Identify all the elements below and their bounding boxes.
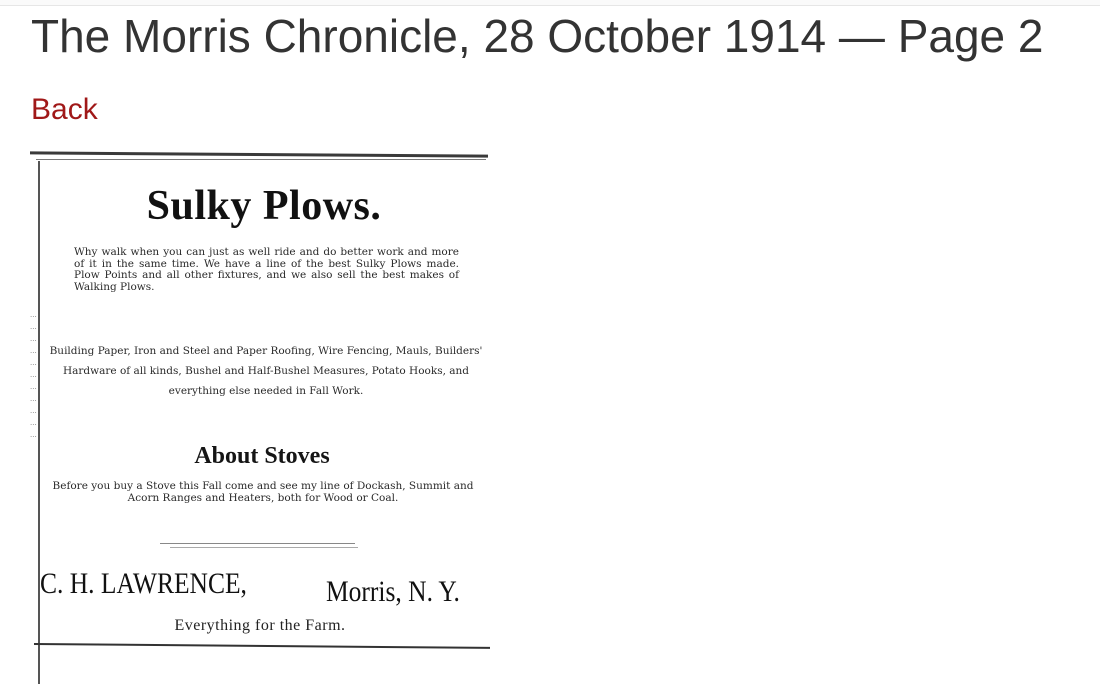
top-border xyxy=(0,0,1100,6)
ad-paragraph-hardware: Building Paper, Iron and Steel and Paper Roofing, Wire Fencing, Mauls, Builders' Hardware of all kinds, Bushel and Half-Bushel Measures, Potato Hooks, and everything else needed in Fall Work. xyxy=(49,345,483,397)
clipping-divider-thin xyxy=(170,547,358,548)
ad-tagline: Everything for the Farm. xyxy=(174,617,346,634)
page-title: The Morris Chronicle, 28 October 1914 — Page 2 xyxy=(31,10,1044,62)
clipping-divider xyxy=(160,543,355,544)
ad-paragraph-plows: Why walk when you can just as well ride and do better work and more of it in the same time. We have a line of the best Sulky Plows made. Plow Points and all other fixtures, and we also sell the best makes of Walking Plows. xyxy=(74,246,459,293)
ad-subheading: About Stoves xyxy=(194,443,330,469)
ad-headline: Sulky Plows. xyxy=(146,183,382,229)
back-link[interactable]: Back xyxy=(31,93,98,126)
ad-merchant-name: C. H. LAWRENCE, xyxy=(40,567,247,600)
newspaper-clipping-image xyxy=(30,145,490,684)
clipping-left-rule xyxy=(38,161,40,684)
clipping-margin-dots: ································· xyxy=(30,313,37,441)
clipping-margin-fragment xyxy=(30,249,40,260)
ad-paragraph-stoves: Before you buy a Stove this Fall come and see my line of Dockash, Summit and Acorn Ranges and Heaters, both for Wood or Coal. xyxy=(52,480,474,504)
clipping-top-rule-thin xyxy=(36,159,486,160)
ad-town: Morris, N. Y. xyxy=(326,575,460,608)
clipping-top-rule xyxy=(30,151,488,157)
clipping-bottom-rule xyxy=(34,643,490,649)
